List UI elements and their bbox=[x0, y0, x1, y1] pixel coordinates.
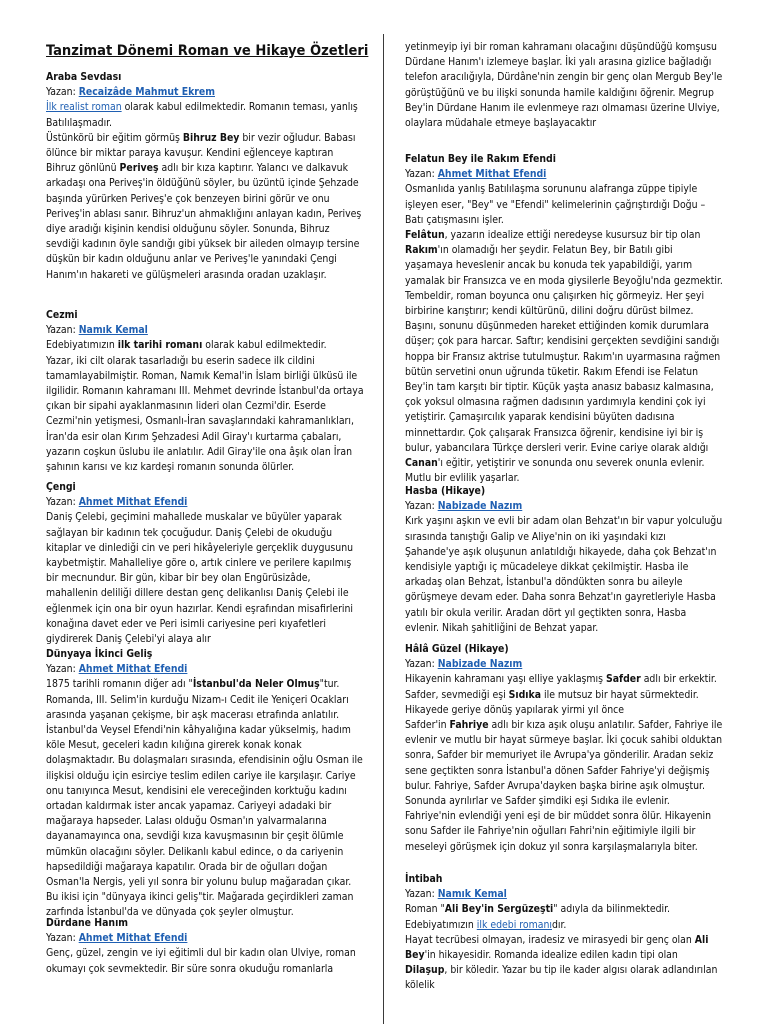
paragraph: İlk realist roman olarak kabul edilmektedir. Romanın teması, yanlış Batılılaşmadır. bbox=[46, 101, 358, 129]
section-araba-sevdasi bbox=[46, 70, 364, 283]
author-link[interactable]: Namık Kemal bbox=[437, 888, 507, 901]
author-link[interactable]: Namık Kemal bbox=[78, 324, 148, 337]
paragraph: Yazar, iki cilt olarak tasarladığı bu eserin sadece ilk cildini tamamlayabilmiştir. Roman, Namık Kemal'in İslam birliği ülküsü ile ilgilidir. Romanın kahramanı III. Mehmet devrinde İstanbul'da ortaya çıkan bir sipahi ayaklanmasının lideri olan Cezmi'dir. Eserde Cezmi'nin yetişmesi, Osmanlı-İran savaşlarındaki kahramanlıkları, İran'da esir olan Kırım Şehzadesi Adil Giray'ı kurtarma çabaları, yazarın coşkun üslubu ile anlatılır. Adil Giray'ile ona âşık olan İran şahının karısı ve kız kardeşi romanın sonunda ölürler. bbox=[46, 354, 364, 474]
paragraph: Edebiyatımızın ilk tarihi romanı olarak kabul edilmektedir. bbox=[46, 339, 327, 352]
paragraph: Genç, güzel, zengin ve iyi eğitimli dul bir kadın olan Ulviye, roman okumayı çok sevmektedir. Bir süre sonra okuduğu romanlarla bbox=[46, 947, 356, 975]
section-hasba bbox=[405, 484, 723, 636]
section-title: Hâlâ Güzel (Hikaye) bbox=[405, 643, 509, 655]
inline-link[interactable]: ilk edebi romanı bbox=[476, 918, 552, 931]
section-title: Cezmi bbox=[46, 309, 78, 321]
author-link[interactable]: Ahmet Mithat Efendi bbox=[78, 932, 188, 945]
author-link[interactable]: Ahmet Mithat Efendi bbox=[78, 496, 188, 509]
paragraph: Osmanlıda yanlış Batılılaşma sorununu alafranga züppe tipiyle işleyen eser, "Bey" ve "Efendi" kelimelerinin çağrıştırdığı Doğu – Batı çatışmasını işler. bbox=[405, 183, 706, 226]
section-cengi bbox=[46, 480, 364, 647]
section-hala-guzel bbox=[405, 642, 723, 855]
section-durdane-hanim bbox=[46, 916, 364, 977]
column-divider bbox=[383, 34, 384, 1024]
author-link[interactable]: Ahmet Mithat Efendi bbox=[78, 663, 188, 676]
author-line: Yazan: Ahmet Mithat Efendi bbox=[46, 663, 188, 676]
paragraph: 1875 tarihli romanın diğer adı "İstanbul'da Neler Olmuş"tur. Romanda, III. Selim'in kurduğu Nizam-ı Cedit ile Yeniçeri Ocakları arasında yaşanan çekişme, bir aşk macerası etrafında anlatılır. İstanbul'da Veysel Efendi'nin kâhyalığına kadar yükselmiş, hadım köle Mesut, geceleri kadın kılığına girerek konak konak dolaşmaktadır. Bu dolaşmaları sırasında, efendisinin oğlu Osman ile ilişkisi olduğu için esirciye teslim edilen cariye ile karşılaşır. Cariye onu tanıyınca Mesut, kendisini ele vereceğinden korktuğu kadını ortadan kaldırmak ister ancak yapamaz. Cariyeyi adadaki bir mağaraya hapseder. Lalası olduğu Osman'ın yalvarmalarına dayanamayınca ona, sevdiği kıza kavuşmasının bir çeşit ölümle mümkün olacağını söyler. Delikanlı kabul edince, o da cariyenin hapsedildiği mağaraya kapatılır. Orada bir de oğulları doğan Osman'la Nergis, yeli yıl sonra bir yolunu bulup mağaradan çıkar. Bu ikisi için "dünyaya ikinci geliş"tir. Mağarada geçirdikleri zaman zarfında İstanbul'da ve dünyada çok şeyler olmuştur. bbox=[46, 678, 363, 919]
paragraph: Felâtun, yazarın idealize ettiği neredeyse kusursuz bir tip olan Rakım'ın olamadığı her şeydir. Felatun Bey, bir Batılı gibi yaşamaya heveslenir ancak bu konuda tek yapabildiği, yarım yamalak bir Fransızca ve en moda giysilerle Beyoğlu'nda gezmektir. Tembeldir, roman boyunca onu çalışırken hiç görmeyiz. Her şeyi birbirine karıştırır; kendi kültürünü, dilini doğru dürüst bilmez. Başını, sonunu düşünmeden hareket ettiğinden komik durumlara düşer; çok para harcar. Saftır; kendisini gerçekten sevdiğini sandığı hoppa bir Fransız aktrise tutulmuştur. Rakım'ın uyarmasına rağmen bütün servetini onun uğrunda tüketir. Rakım Efendi ise Felatun Bey'in tam karşıtı bir tiptir. Küçük yaşta anasız babasız kalmasına, çok yoksul olmasına rağmen dadısının yardımıyla kendini çok iyi yetiştirir. Çamaşırcılık yaparak kendisini büyüten dadısına minnettardır. Çok çalışarak Fransızca öğrenir, kendisine iyi bir iş bulur, yabancılara Türkçe dersleri verir. Evine cariye olarak aldığı Canan'ı eğitir, yetiştirir ve sonunda onu severek onunla evlenir. Mutlu bir evlilik yaşarlar. bbox=[405, 229, 723, 485]
author-line: Yazan: Nabizade Nazım bbox=[405, 658, 523, 671]
paragraph: Safder'in Fahriye adlı bir kıza aşık oluşu anlatılır. Safder, Fahriye ile evlenir ve mutlu bir hayat sürmeye başlar. İki çocuk sahibi olduktan sonra, Safder bir memuriyet ile Avrupa'ya gönderilir. Aradan sekiz sene geçtikten sonra İstanbul'a dönen Safder Fahriye'yi değişmiş bulur. Fahriye, Safder Avrupa'dayken başka birine aşık olmuştur. Sonunda ayrılırlar ve Safder şimdiki eşi Sıdıka ile evlenir. Fahriye'nin evlendiği yeni eşi de bir müddet sonra ölür. Hikayenin sonu Safder ile Fahriye'nin oğulları Fahri'nin eğitimiyle ilgili bir meseleyi görüşmek için dokuz yıl sonra karşılaşmalarıyla biter. bbox=[405, 719, 723, 853]
author-line: Yazan: Ahmet Mithat Efendi bbox=[405, 168, 547, 181]
paragraph: Hayat tecrübesi olmayan, iradesiz ve mirasyedi bir genç olan Ali Bey'in hikayesidir. Romanda idealize edilen kadın tipi olan Dilaşup, bir köledir. Yazar bu tip ile kader algısı olarak adlandırılan kölelik bbox=[405, 933, 718, 992]
author-link[interactable]: Nabizade Nazım bbox=[437, 500, 523, 513]
paragraph: yetinmeyip iyi bir roman kahramanı olacağını düşündüğü komşusu Dürdane Hanım'ı izlemeye başlar. İki yalı arasına gizlice bağladığı telefon aracılığıyla, Dürdâne'nin zengin bir genç olan Mergub Bey'le görüştüğünü ve bu ilişki sonunda hamile kaldığını öğrenir. Megrup Bey'in Dürdane Hanım ile evlenmeye razı olmaması üzerine Ulviye, olaylara müdahale etmeye başlayacaktır bbox=[405, 41, 723, 130]
document-title: Tanzimat Dönemi Roman ve Hikaye Özetleri bbox=[46, 42, 369, 59]
inline-link[interactable]: İlk realist roman bbox=[46, 101, 122, 114]
section-durdane-continued bbox=[405, 40, 723, 131]
section-title: Araba Sevdası bbox=[46, 71, 122, 83]
section-dunyaya-ikinci-gelis bbox=[46, 647, 364, 921]
section-felatun-bey bbox=[405, 152, 723, 486]
paragraph: Roman "Ali Bey'in Sergüzeşti" adıyla da bilinmektedir. bbox=[405, 903, 670, 916]
paragraph: Daniş Çelebi, geçimini mahallede muskalar ve büyüler yaparak sağlayan bir kadının tek çocuğudur. Daniş Çelebi de okuduğu kitaplar ve dinlediği cin ve peri hikâyeleriyle gerçeklik duygusunu kaybetmiştir. Mahalleliye göre o, artık cinlere ve perilere kapılmış bir mecnundur. Bir gün, kibar bir bey olan Engürüsizâde, mahallenin deliliği dillere destan genç delikanlısı Daniş Çelebi ile eğlenmek için ona bir oyun hazırlar. Kendi eşrafından misafirlerini konağına davet eder ve Peri isimli cariyesine peri kıyafetleri giydirerek Daniş Çelebi'yi alaya alır bbox=[46, 511, 354, 646]
section-title: Felatun Bey ile Rakım Efendi bbox=[405, 153, 556, 165]
author-line: Yazan: Nabizade Nazım bbox=[405, 500, 523, 513]
section-cezmi bbox=[46, 308, 364, 475]
author-line: Yazan: Ahmet Mithat Efendi bbox=[46, 932, 188, 945]
section-title: Hasba (Hikaye) bbox=[405, 485, 486, 497]
section-title: Dünyaya İkinci Geliş bbox=[46, 648, 153, 660]
author-line: Yazan: Namık Kemal bbox=[405, 888, 507, 901]
section-title: Çengi bbox=[46, 481, 76, 493]
author-link[interactable]: Ahmet Mithat Efendi bbox=[437, 168, 547, 181]
author-link[interactable]: Recaizâde Mahmut Ekrem bbox=[78, 86, 215, 99]
author-link[interactable]: Nabizade Nazım bbox=[437, 658, 523, 671]
author-line: Yazan: Ahmet Mithat Efendi bbox=[46, 496, 188, 509]
author-line: Yazan: Recaizâde Mahmut Ekrem bbox=[46, 86, 215, 99]
paragraph: Edebiyatımızın ilk edebi romanıdır. bbox=[405, 918, 567, 931]
section-title: Dürdane Hanım bbox=[46, 917, 129, 929]
section-title: İntibah bbox=[405, 873, 443, 885]
paragraph: Üstünkörü bir eğitim görmüş Bihruz Bey bir vezir oğludur. Babası ölünce bir miktar paraya kavuşur. Kendini eğlenceye kaptıran Bihruz gönlünü Periveş adlı bir kıza kaptırır. Yalancı ve dalkavuk arkadaşı ona Periveş'in öldüğünü söyler, bu üzüntü içinde Şehzade başında yürürken Periveş'e çok benzeyen birini görür ve onu Periveş'in ablası sanır. Bihruz'un ahmaklığını anlayan kadın, Periveş diye aradığı kişinin kendisi olduğunu söyler. Sonunda, Bihruz sevdiği kadının öyle sandığı gibi yüksek bir aileden olmayıp tersine düşkün bir kadın olduğunu anlar ve Periveş'le yanındaki Çengi Hanım'ın hakareti ve gülüşmeleri arasında oradan uzaklaşır. bbox=[46, 131, 362, 281]
author-line: Yazan: Namık Kemal bbox=[46, 324, 148, 337]
paragraph: Kırk yaşını aşkın ve evli bir adam olan Behzat'ın bir vapur yolculuğu sırasında tanıştığı Galip ve Aliye'nin on iki yaşındaki kızı Şahande'ye aşık oluşunun anlatıldığı hikayede, daha çok Behzat'ın kendisiyle yaptığı iç mücadeleye dikkat çekilmiştir. Hasba ile arkadaş olan Behzat, İstanbul'a döndükten sonra bu aileyle görüşmeye devam eder. Daha sonra Behzat'ın gayretleriyle Hasba yatılı bir okula verilir. Aradan dört yıl geçtikten sonra, Hasba evlenir. Nikah şahitliğini de Behzat yapar. bbox=[405, 515, 723, 634]
paragraph: Hikayenin kahramanı yaşı elliye yaklaşmış Safder adlı bir erkektir. Safder, sevmediği eşi Sıdıka ile mutsuz bir hayat sürmektedir. Hikayede geriye dönüş yapılarak yirmi yıl önce bbox=[405, 673, 717, 716]
section-intibah bbox=[405, 872, 723, 994]
